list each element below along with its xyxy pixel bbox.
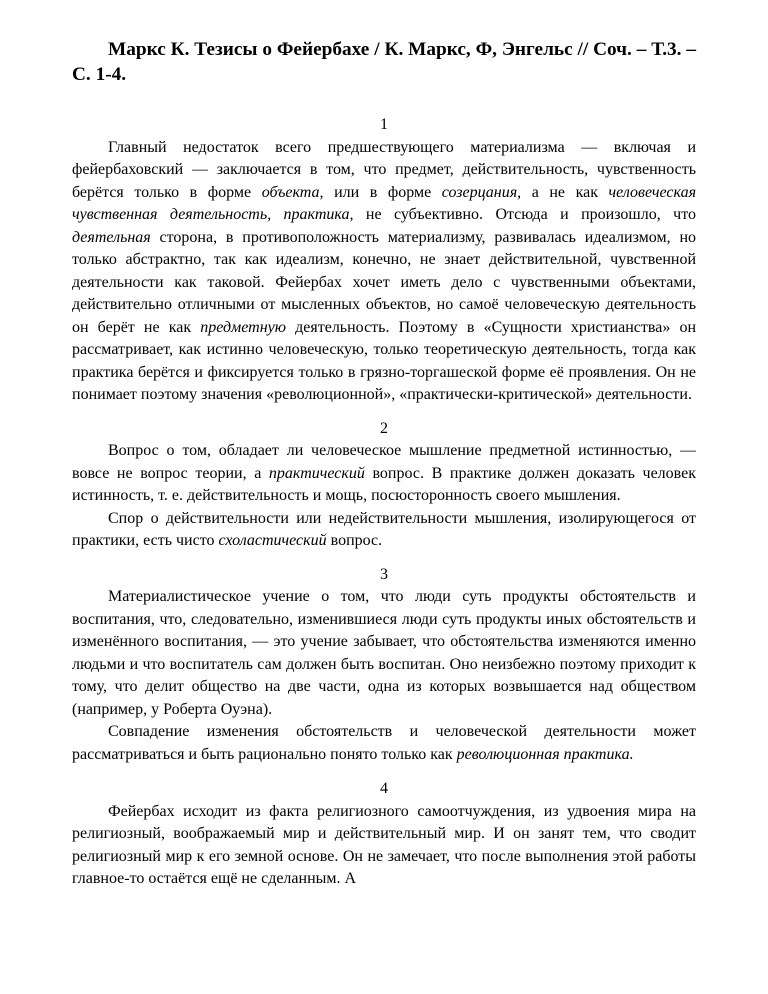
thesis-paragraph — [72, 801, 696, 891]
italic-text: практический — [268, 464, 365, 482]
text-run: Материалистическое учение о том, что люди суть продукты обстоятельств и воспитания, что, следовательно, изменившиеся люди суть продукты иных обстоятельств и изменённого воспитания, — это учение забывает, что обстоятельства изменяются именно людьми и что воспитатель сам должен быть воспитан. Оно неизбежно поэтому приходит к тому, что делит общество на две части, одна из которых возвышается над обществом (например, у Роберта Оуэна). — [72, 588, 696, 718]
thesis-number: 4 — [380, 780, 388, 797]
text-run: вопрос. В практике должен доказать человек истинность, т. е. действительность и мощь, посюсторонность своего мышления. — [72, 464, 696, 504]
text-run: Вопрос о том, обладает ли человеческое мышление предметной истинностью, — вовсе не вопрос теории, а — [72, 442, 696, 482]
italic-text: схоластический — [218, 532, 327, 549]
text-run: Главный недостаток всего предшествующего материализма — включая и фейербаховский — заключается в том, что предмет, действительность, чувственность берётся только в форме — [72, 138, 696, 201]
text-run: не субъективно. Отсюда и произошло, что — [353, 206, 696, 223]
document-title: Маркс К. Тезисы о Фейербахе / К. Маркс, Ф, Энгельс // Соч. – Т.3. – С. 1-4. — [72, 39, 696, 85]
italic-text: революционная практика. — [456, 745, 634, 763]
thesis-number: 1 — [380, 116, 388, 133]
italic-text: деятельная — [72, 228, 151, 246]
text-run: или в форме — [323, 183, 442, 201]
thesis-paragraph — [72, 508, 696, 553]
thesis-paragraph — [72, 721, 696, 766]
thesis-3 — [72, 564, 696, 767]
italic-text: объекта, — [261, 183, 324, 201]
thesis-2 — [72, 418, 696, 553]
text-run: вопрос. — [326, 532, 383, 549]
text-run: сторона, в противоположность материализму, развивалась идеализмом, но только абстрактно, так как идеализм, конечно, не знает действительной, чувственной деятельности как таковой. Фейербах хочет иметь дело с чувственными объектами, действительно отличными от мысленных объектов, но самоё человеческую деятельность он берёт не как — [72, 228, 696, 336]
text-run: Спор о действительности или недействительности мышления, изолирующегося от практики, есть чисто — [72, 509, 696, 549]
thesis-1 — [72, 114, 696, 407]
text-run: Фейербах исходит из факта религиозного самоотчуждения, из удвоения мира на религиозный, воображаемый мир и действительный мир. И он занят тем, что сводит религиозный мир к его земной основе. Он не замечает, что после выполнения этой работы главное-то остаётся ещё не сделанным. А — [72, 802, 696, 887]
text-run: деятельность. Поэтому в «Сущности христианства» он рассматривает, как истинно человеческую, только теоретическую деятельность, тогда как практика берётся и фиксируется только в грязно-торгашеской форме её проявления. Он не понимает поэтому значения «революционной», «практически-критической» деятельности. — [72, 318, 697, 403]
thesis-paragraph — [72, 137, 696, 407]
italic-text: человеческая чувственная деятельность, практика, — [72, 183, 697, 223]
text-run: Совпадение изменения обстоятельств и человеческой деятельности может рассматриваться и быть рационально понято только как — [72, 723, 696, 763]
thesis-paragraph — [72, 586, 696, 721]
thesis-4 — [72, 778, 696, 891]
text-run: а не как — [521, 183, 609, 201]
thesis-number: 2 — [380, 419, 388, 437]
thesis-number: 3 — [380, 565, 388, 583]
thesis-paragraph — [72, 440, 696, 508]
italic-text: предметную — [200, 318, 287, 336]
italic-text: созерцания, — [441, 183, 522, 201]
